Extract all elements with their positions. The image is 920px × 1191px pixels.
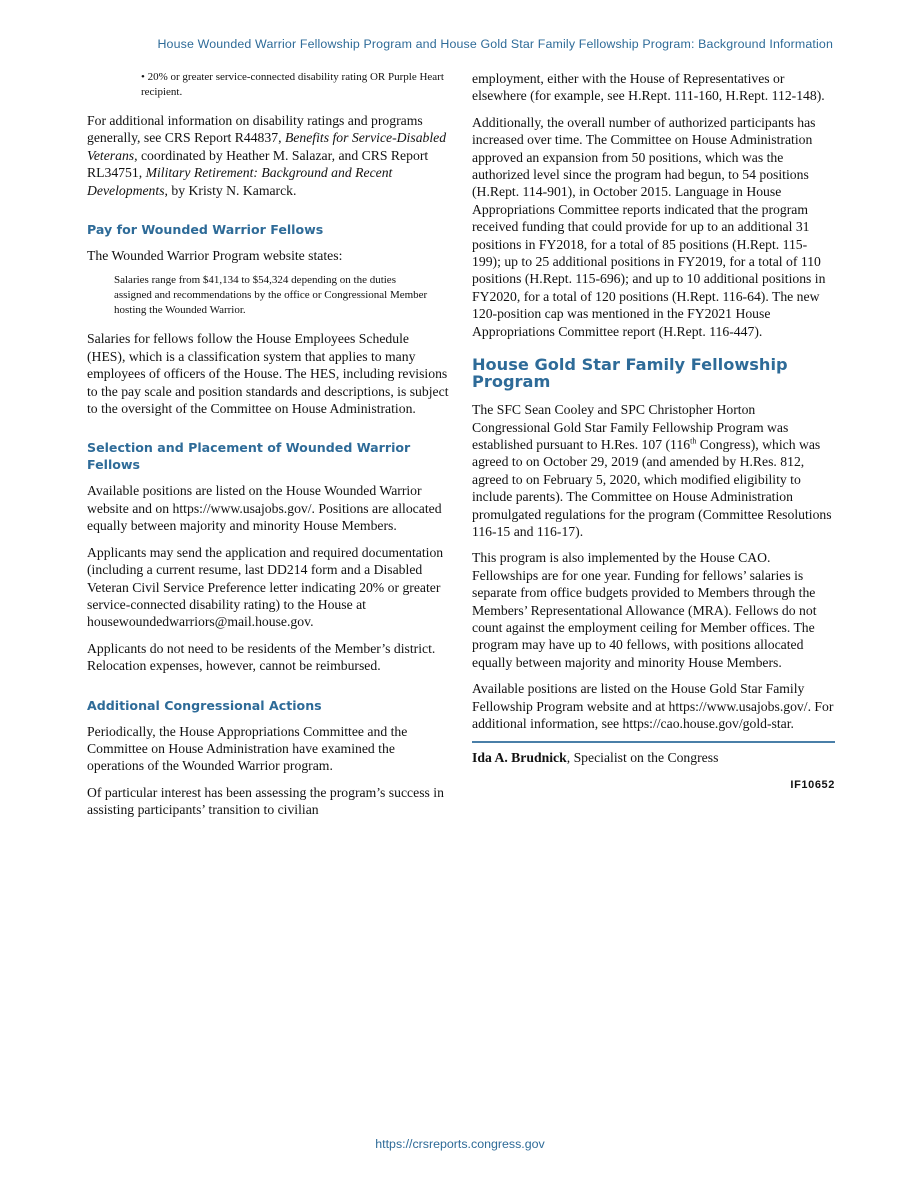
paragraph-available: Available positions are listed on the House Gold Star Family Fellowship Program website and at https://www.usajobs.gov/. For additional information, see https://cao.house.gov/gold-star. (472, 681, 834, 731)
paragraph-applicants: Applicants may send the application and required documentation (including a current resume, last DD214 form and a Disabled Veteran Civil Service Preference letter indicating 20% or greater service-connected disability rating) to the House at housewoundedwarriors@mail.house.gov. (87, 544, 444, 630)
footer-url-link[interactable]: https://crsreports.congress.gov (375, 1137, 545, 1151)
block-quote-salary: Salaries range from $41,134 to $54,324 depending on the duties assigned and recommendations by the office or Congressional Member hosting the Wounded Warrior. (114, 274, 428, 317)
paragraph-interest: Of particular interest has been assessing the program’s success in assisting participants’ transition to civilian (87, 784, 444, 818)
paragraph-hes: Salaries for fellows follow the House Employees Schedule (HES), which is a classification system that applies to many employees of officers of the House. The HES, including revisions to the pay scale and position standards and descriptions, is subject to the oversight of the Committee on House Administration. (87, 331, 449, 417)
left-column (87, 70, 449, 828)
right-column (472, 70, 835, 794)
bullet-item: • 20% or greater service-connected disability rating OR Purple Heart recipient. (141, 71, 444, 98)
text-run: , coordinated by Heather M. Salazar, and CRS Report RL34751, (87, 147, 429, 181)
text-run: The SFC Sean Cooley and SPC Christopher Horton Congressional Gold Star Family Fellowship Program was established pursuant to H.Res. 107 (116 (472, 402, 789, 452)
document-id: IF10652 (790, 778, 835, 791)
author-name: Ida A. Brudnick (472, 750, 567, 766)
paragraph-additional-info (87, 112, 449, 199)
paragraph-residents: Applicants do not need to be residents of the Member’s district. Relocation expenses, however, cannot be reimbursed. (87, 640, 436, 674)
text-run: Congress), which was agreed to on October 29, 2019 (and amended by H.Res. 812, agreed to on February 5, 2020, which modified eligibility to include parents). The Committee on House Administration promulgated regulations for the program (Committee Resolutions 116-15 and 116-17). (472, 436, 832, 539)
paragraph-positions: Available positions are listed on the House Wounded Warrior website and on https://www.usajobs.gov/. Positions are allocated equally between majority and minority House Members. (87, 483, 442, 534)
paragraph-employment: employment, either with the House of Representatives or elsewhere (for example, see H.Rept. 111-160, H.Rept. 112-148). (472, 71, 825, 104)
heading-actions: Additional Congressional Actions (87, 697, 322, 713)
report-title-benefits: Benefits for Service-Disabled Veterans (87, 130, 447, 163)
paragraph-sfc (472, 401, 835, 540)
paragraph-website-states: The Wounded Warrior Program website states: (87, 248, 343, 264)
paragraph-cao: This program is also implemented by the House CAO. Fellowships are for one year. Funding for fellows’ salaries is separate from office budgets provided to Members through the Members’ Representational Allowance (MRA). Fellows do not count against the employment ceiling for Member offices. The program may have up to 40 fellows, with positions allocated equally between majority and minority House Members. (472, 550, 817, 670)
running-header: House Wounded Warrior Fellowship Program and House Gold Star Family Fellowship Program: Background Information (157, 37, 833, 51)
heading-pay: Pay for Wounded Warrior Fellows (87, 222, 324, 238)
author-divider (472, 741, 835, 743)
text-run: , by Kristy N. Kamarck. (164, 182, 297, 198)
heading-selection: Selection and Placement of Wounded Warrior Fellows (87, 440, 411, 473)
author-line (472, 749, 835, 766)
author-title: , Specialist on the Congress (566, 750, 719, 766)
report-title-military-retirement: Military Retirement: Background and Recent Developments (87, 165, 393, 198)
heading-gold-star: House Gold Star Family Fellowship Program (472, 355, 788, 392)
paragraph-additionally: Additionally, the overall number of authorized participants has increased over time. The Committee on House Administration approved an expansion from 50 positions, which was the authorized level since the program had begun, to 54 positions (H.Rept. 114-901), in October 2015. Language in House Appropriations Committee reports indicated that the program received funding that could provide for up to an additional 31 positions in FY2018, for a total of 85 positions (H.Rept. 115-199); up to 25 additional positions in FY2019, for a total of 110 positions (H.Rept. 115-696); and up to 10 additional positions in FY2020, for a total of 120 positions (H.Rept. 116-64). The new 120-position cap was mentioned in the FY2021 House Appropriations Committee report (H.Rept. 116-447). (472, 114, 826, 339)
superscript: th (690, 436, 697, 446)
paragraph-periodically: Periodically, the House Appropriations Committee and the Committee on House Administration have examined the operations of the Wounded Warrior program. (87, 723, 408, 774)
text-run: For additional information on disability ratings and programs generally, see CRS Report R44837, (87, 113, 423, 146)
